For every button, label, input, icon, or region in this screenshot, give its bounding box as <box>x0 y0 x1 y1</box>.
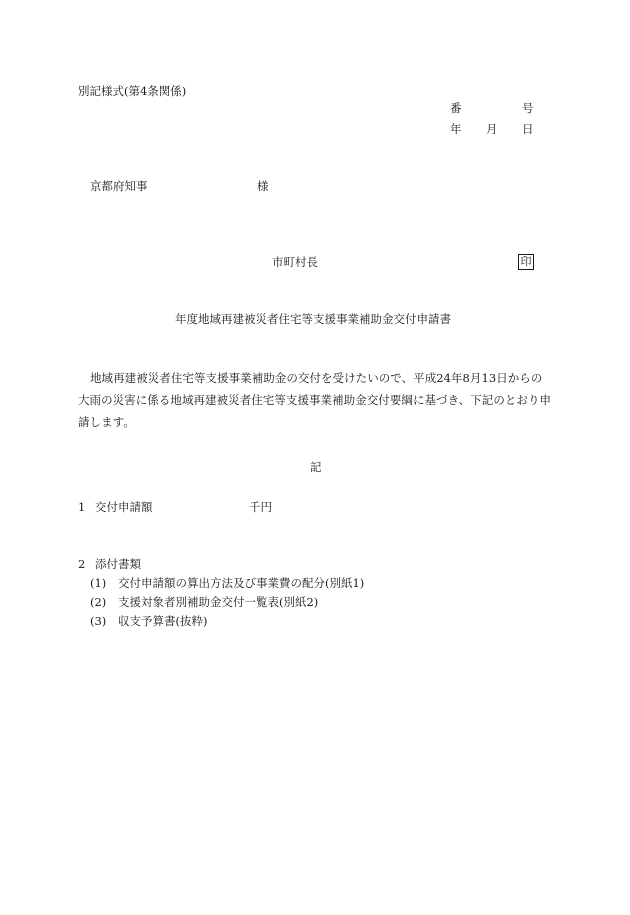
honorific: 様 <box>257 179 269 193</box>
number-suffix: 号 <box>522 101 534 115</box>
attachment-3-text: 収支予算書(抜粋) <box>118 614 208 628</box>
body-paragraph: 地域再建被災者住宅等支援事業補助金の交付を受けたいので、平成24年8月13日からの大雨の災害に係る地域再建被災者住宅等支援事業補助金交付要綱に基づき、下記のとおり申請します。 <box>78 371 552 429</box>
document-title: 年度地域再建被災者住宅等支援事業補助金交付申請書 <box>175 312 451 326</box>
applicant-title: 市町村長 <box>272 255 318 269</box>
date-year: 年 <box>450 122 462 136</box>
attachment-2-text: 支援対象者別補助金交付一覧表(別紙2) <box>118 595 319 609</box>
attachment-2-number: (2) <box>90 595 107 609</box>
item-2-number: 2 <box>78 557 86 571</box>
attachment-1-text: 交付申請額の算出方法及び事業費の配分(別紙1) <box>118 576 365 590</box>
item-1-unit: 千円 <box>249 500 272 514</box>
item-1-label: 交付申請額 <box>95 500 153 514</box>
item-1-number: 1 <box>78 500 86 514</box>
attachment-1-number: (1) <box>90 576 107 590</box>
date-day: 日 <box>522 122 534 136</box>
ki-heading: 記 <box>310 460 322 474</box>
addressee: 京都府知事 <box>90 179 148 193</box>
date-month: 月 <box>486 122 498 136</box>
number-label: 番 <box>450 101 462 115</box>
form-label: 別記様式(第4条関係) <box>78 84 187 98</box>
attachment-3-number: (3) <box>90 614 107 628</box>
seal-mark: 印 <box>518 254 534 270</box>
item-2-label: 添付書類 <box>95 557 141 571</box>
